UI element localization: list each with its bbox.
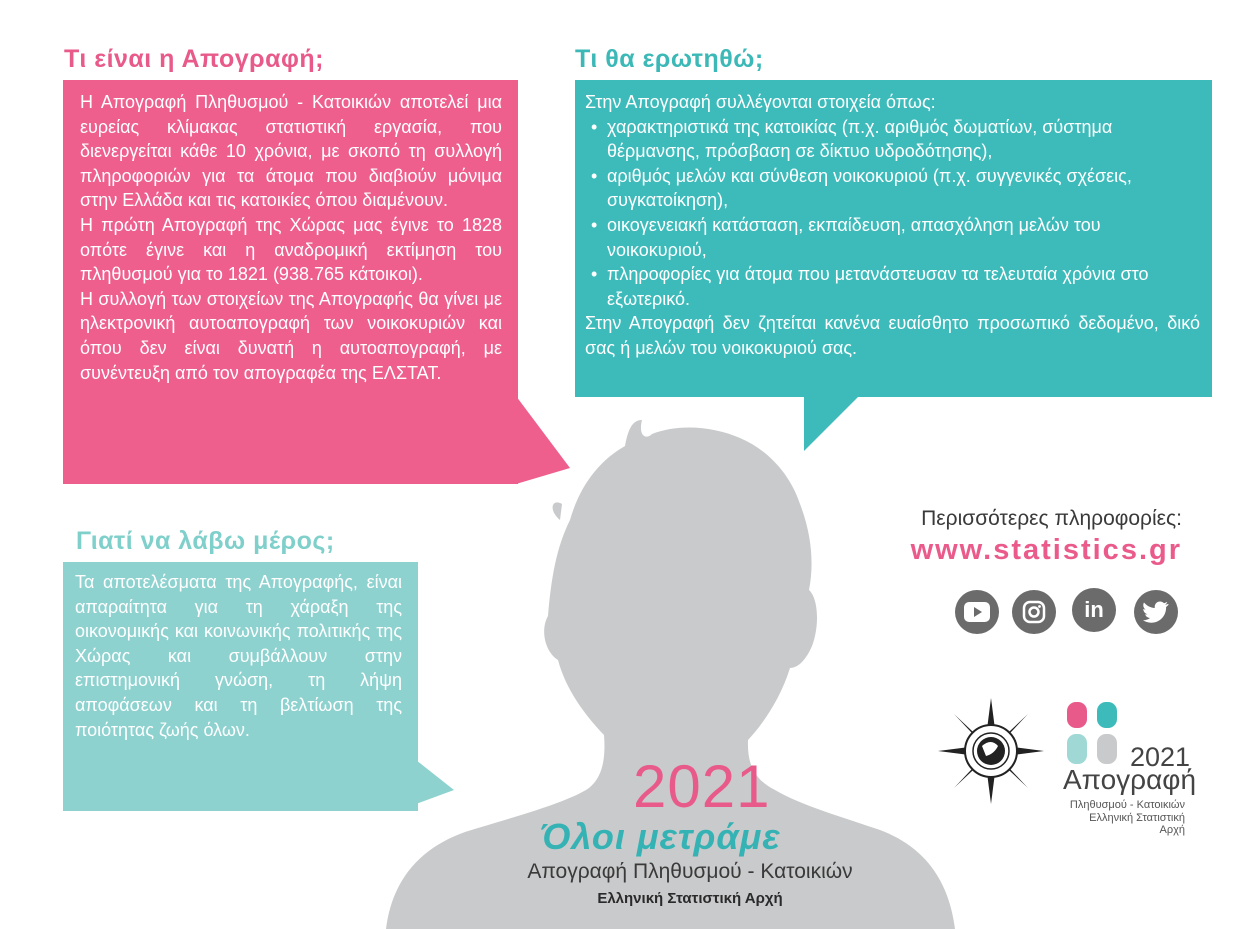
logo-year: 2021 [1130, 742, 1191, 772]
logo-line-2: Ελληνική Στατιστική Αρχή [1089, 812, 1185, 836]
what-asked-box [575, 80, 1212, 397]
why-participate-box [63, 562, 418, 811]
what-paragraph-1: Η Απογραφή Πληθυσμού - Κατοικιών αποτελεί μια ευρείας κλίμακας στατιστική εργασία, που διενεργείται κάθε 10 χρόνια, με σκοπό τη συλλογή πληροφοριών για τα άτομα που διαβιούν μόνιμα στην Ελλάδα και τις κατοικίες όπου διαμένουν. [80, 92, 502, 211]
asked-box-pointer [800, 395, 862, 453]
youtube-icon[interactable] [955, 590, 999, 634]
asked-bullet-list [585, 115, 1200, 312]
logo-line-1: Πληθυσμού - Κατοικιών [1069, 799, 1185, 811]
what-is-census-heading: Τι είναι η Απογραφή; [64, 45, 324, 73]
instagram-icon[interactable] [1012, 590, 1056, 634]
what-paragraph-2: Η πρώτη Απογραφή της Χώρας μας έγινε το 1828 οπότε έγινε και η αναδρομική εκτίμηση του πληθυσμού για το 1821 (938.765 κάτοικοι). [80, 214, 502, 285]
website-link[interactable]: www.statistics.gr [910, 534, 1182, 566]
what-paragraph-3: Η συλλογή των στοιχείων της Απογραφής θα γίνει με ηλεκτρονική αυτοαπογραφή των νοικοκυριών και όπου δεν είναι δυνατή η αυτοαπογραφή, με συνέντευξη από τον απογραφέα της ΕΛΣΤΑΤ. [80, 288, 502, 383]
asked-intro: Στην Απογραφή συλλέγονται στοιχεία όπως: [585, 92, 936, 112]
why-box-pointer [416, 760, 456, 804]
why-text: Τα αποτελέσματα της Απογραφής, είναι απαραίτητα για τη χάραξη της οικονομικής και κοινωνικής πολιτικής της Χώρας και συμβάλλουν στην επιστημονική γνώση, τη λήψη αποφάσεων και τη βελτίωση της ποιότητας ζωής όλων. [75, 572, 402, 740]
asked-bullet-item: • αριθμός μελών και σύνθεση νοικοκυριού (π.χ. συγγενικές σχέσεις, συγκατοίκηση), [585, 164, 1200, 213]
campaign-subtitle: Απογραφή Πληθυσμού - Κατοικιών [527, 860, 853, 883]
asked-bullet-item: • χαρακτηριστικά της κατοικίας (π.χ. αριθμός δωματίων, σύστημα θέρμανσης, πρόσβαση σε δίκτυο υδροδότησης), [585, 115, 1200, 164]
twitter-icon[interactable] [1134, 590, 1178, 634]
what-box-pointer [516, 396, 572, 484]
logo-word: Απογραφή [1063, 764, 1197, 795]
asked-bullet-item: • πληροφορίες για άτομα που μετανάστευσαν τα τελευταία χρόνια στο εξωτερικό. [585, 262, 1200, 311]
campaign-slogan: Όλοι μετράμε [540, 816, 781, 857]
why-participate-heading: Γιατί να λάβω μέρος; [76, 527, 335, 555]
what-asked-heading: Τι θα ερωτηθώ; [575, 45, 764, 73]
what-is-census-box [63, 80, 518, 484]
linkedin-icon[interactable]: in [1072, 588, 1116, 632]
elstat-compass-logo [936, 696, 1046, 806]
asked-outro: Στην Απογραφή δεν ζητείται κανένα ευαίσθητο προσωπικό δεδομένο, δικό σας ή μελών του νοικοκυριού σας. [585, 313, 1200, 358]
census-logo-mark [1063, 700, 1123, 766]
more-info-label: Περισσότερες πληροφορίες: [921, 507, 1182, 530]
campaign-year: 2021 [633, 753, 771, 820]
asked-bullet-item: • οικογενειακή κατάσταση, εκπαίδευση, απασχόληση μελών του νοικοκυριού, [585, 213, 1200, 262]
campaign-authority: Ελληνική Στατιστική Αρχή [597, 890, 783, 907]
